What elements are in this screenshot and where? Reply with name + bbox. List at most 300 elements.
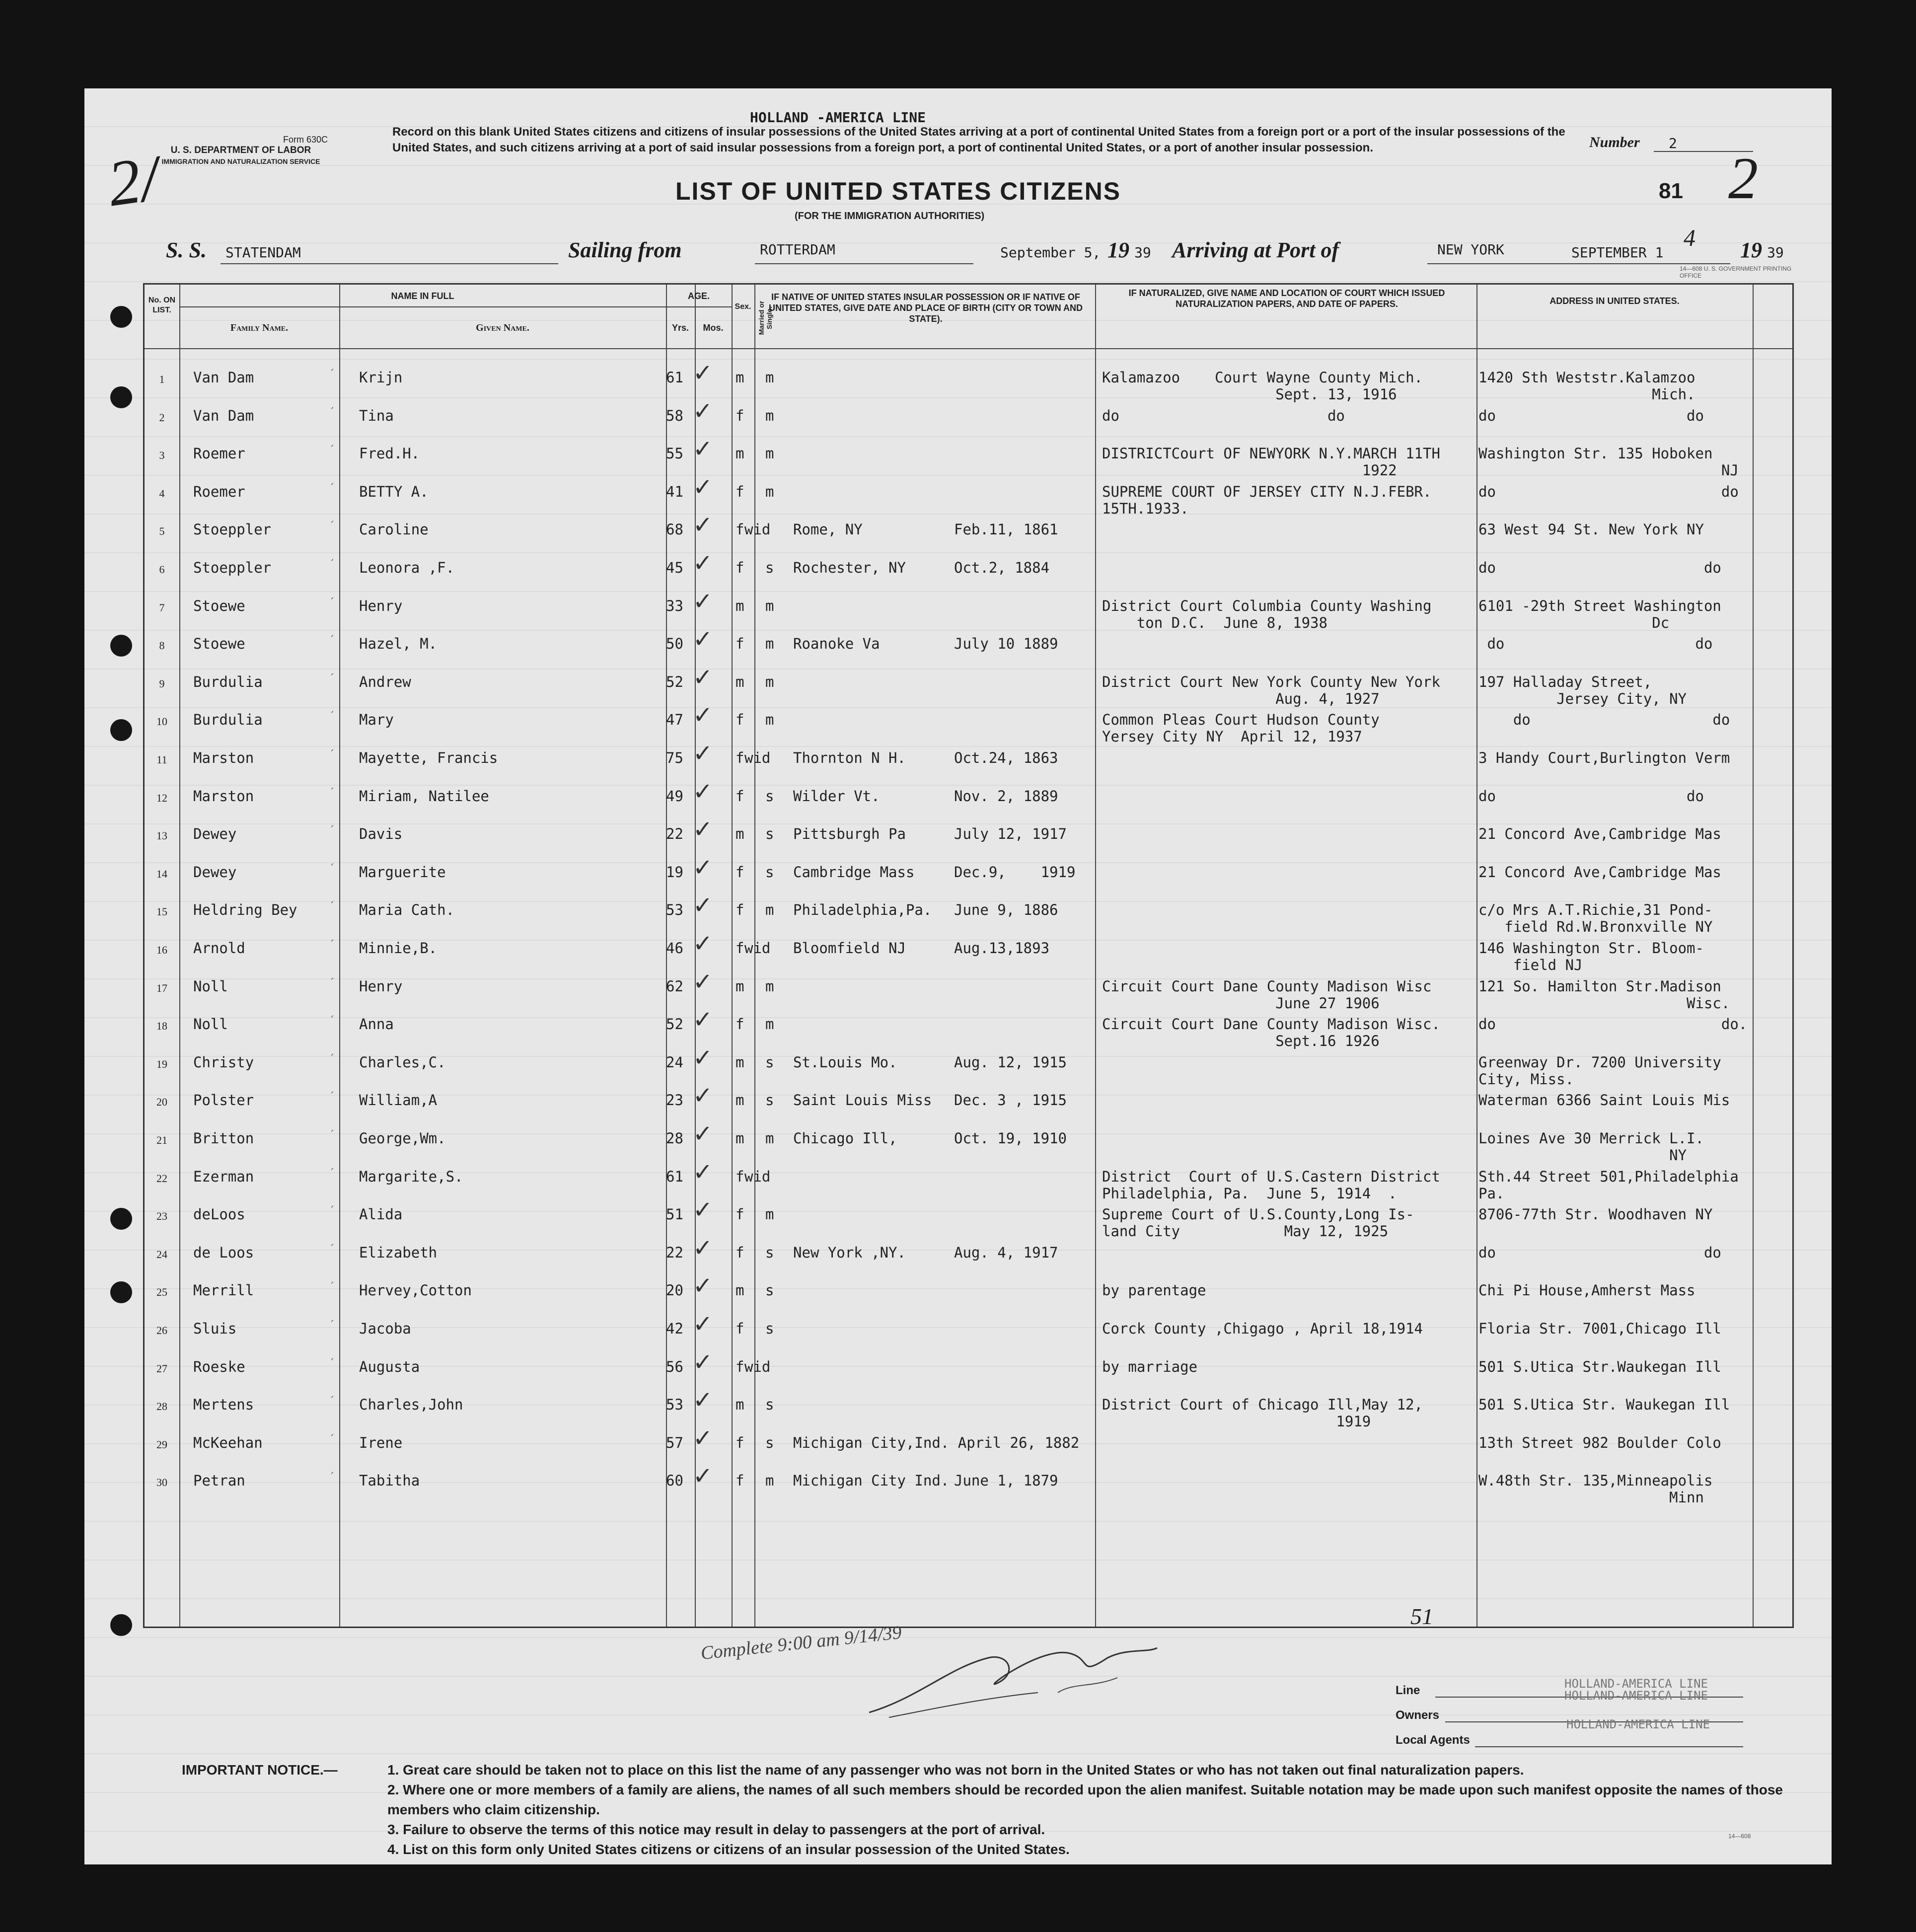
age-years: 58 [666, 407, 683, 424]
given-name: Augusta [359, 1358, 420, 1375]
row-number: 16 [156, 944, 167, 956]
table-row [145, 777, 1795, 815]
table-row [145, 1157, 1795, 1202]
given-name: Minnie,B. [359, 940, 438, 957]
tick-mark-icon: ˊ [329, 976, 334, 988]
notice-heading: IMPORTANT NOTICE.— [182, 1762, 338, 1778]
tick-mark-icon: ˊ [329, 748, 334, 760]
checkmark-icon: ✓ [693, 397, 713, 425]
age-years: 45 [666, 559, 683, 576]
birth-place: Michigan City Ind. [793, 1472, 950, 1489]
depart-year-prefix: 19 [1107, 238, 1129, 262]
birth-place: Thornton N H. [793, 749, 906, 766]
tick-mark-icon: ˊ [329, 1128, 334, 1140]
table-row [145, 548, 1795, 586]
address: 146 Washington Str. Bloom- field NJ [1478, 940, 1704, 973]
table-row [145, 815, 1795, 852]
given-name: Mayette, Francis [359, 749, 498, 766]
table-row [145, 1347, 1795, 1385]
row-number: 25 [156, 1286, 167, 1299]
table-row [145, 1309, 1795, 1347]
arrival-date: SEPTEMBER 1 [1571, 244, 1664, 261]
given-name: Henry [359, 597, 403, 614]
table-row [145, 434, 1795, 479]
table-row [145, 472, 1795, 517]
age-years: 41 [666, 483, 683, 500]
naturalization-court: by parentage [1102, 1282, 1206, 1299]
row-number: 9 [159, 677, 165, 690]
punch-hole [110, 1208, 132, 1230]
table-row [145, 1385, 1795, 1430]
tick-mark-icon: ˊ [329, 1090, 334, 1103]
sex: f [736, 1320, 744, 1337]
tick-mark-icon: ˊ [329, 1471, 334, 1483]
given-name: Miriam, Natilee [359, 787, 489, 805]
address: do do [1478, 559, 1721, 576]
age-years: 57 [666, 1434, 683, 1451]
inspector-signature [859, 1638, 1167, 1727]
marital-status: s [765, 863, 774, 881]
row-number: 19 [156, 1057, 167, 1070]
given-name: Alida [359, 1206, 403, 1223]
marital-status: m [765, 369, 774, 386]
age-years: 75 [666, 749, 683, 766]
punch-hole [110, 719, 132, 741]
tick-mark-icon: ˊ [329, 1052, 334, 1064]
row-number: 11 [156, 753, 167, 766]
marital-status: m [765, 635, 774, 653]
address: Floria Str. 7001,Chicago Ill [1478, 1320, 1721, 1337]
notice-list [387, 1760, 1828, 1859]
address: 197 Halladay Street, Jersey City, NY [1478, 673, 1687, 707]
address: W.48th Str. 135,Minneapolis Minn [1478, 1472, 1713, 1506]
tick-mark-icon: ˊ [329, 595, 334, 608]
birth-place: Rome, NY [793, 521, 863, 538]
address: 3 Handy Court,Burlington Verm [1478, 749, 1730, 766]
header-naturalized: IF NATURALIZED, GIVE NAME AND LOCATION OF COURT WHICH ISSUED NATURALIZATION PAPERS, AND DATE OF PAPERS. [1128, 288, 1445, 309]
birth-place: New York ,NY. [793, 1244, 906, 1261]
sex: m [736, 977, 744, 995]
marital-status: m [765, 597, 774, 614]
line-stamp: HOLLAND-AMERICA LINE [1564, 1677, 1708, 1691]
family-name: Roemer [193, 483, 245, 500]
naturalization-court: Corck County ,Chigago , April 18,1914 [1102, 1320, 1423, 1337]
page-title: LIST OF UNITED STATES CITIZENS [675, 177, 1121, 205]
given-name: Tabitha [359, 1472, 420, 1489]
row-number: 3 [159, 449, 165, 462]
checkmark-icon: ✓ [693, 663, 713, 691]
given-name: Andrew [359, 673, 411, 690]
arrival-year-prefix: 19 [1740, 238, 1762, 262]
address: do do [1478, 483, 1739, 500]
naturalization-court: by marriage [1102, 1358, 1198, 1375]
passenger-table [143, 283, 1794, 1628]
address: do do. [1478, 1016, 1748, 1033]
birth-place: Roanoke Va [793, 635, 880, 653]
birth-place: Cambridge Mass [793, 863, 915, 881]
sex: m [736, 369, 744, 386]
birth-place: St.Louis Mo. [793, 1053, 897, 1071]
row-number: 30 [156, 1476, 167, 1489]
row-number: 5 [159, 525, 165, 538]
age-years: 62 [666, 977, 683, 995]
header-age: AGE. [687, 291, 710, 301]
marital-status: wid [744, 1168, 771, 1185]
address: do do [1478, 1244, 1721, 1261]
row-number: 28 [156, 1400, 167, 1413]
checkmark-icon: ✓ [693, 1234, 713, 1262]
service-label: IMMIGRATION AND NATURALIZATION SERVICE [161, 157, 320, 165]
address: Greenway Dr. 7200 University City, Miss. [1478, 1053, 1721, 1088]
sex: f [736, 1168, 744, 1185]
age-years: 23 [666, 1092, 683, 1109]
marital-status: s [765, 787, 774, 805]
age-years: 47 [666, 711, 683, 729]
sex: m [736, 445, 744, 462]
marital-status: wid [744, 521, 771, 538]
table-row [145, 739, 1795, 776]
age-years: 61 [666, 1168, 683, 1185]
family-name: deLoos [193, 1206, 245, 1223]
checkmark-icon: ✓ [693, 1043, 713, 1072]
marital-status: wid [744, 1358, 771, 1375]
given-name: Davis [359, 825, 403, 843]
given-name: Anna [359, 1016, 394, 1033]
checkmark-icon: ✓ [693, 359, 713, 387]
naturalization-court: District Court of U.S.Castern District Philadelphia, Pa. June 5, 1914 . [1102, 1168, 1440, 1202]
birth-place: Saint Louis Miss [793, 1092, 932, 1109]
family-name: Merrill [193, 1282, 254, 1299]
marital-status: m [765, 711, 774, 729]
row-number: 13 [156, 829, 167, 842]
marital-status: s [765, 1053, 774, 1071]
birth-date: Oct. 19, 1910 [954, 1130, 1067, 1147]
tick-mark-icon: ˊ [329, 481, 334, 494]
number-value: 2 [1669, 135, 1677, 151]
age-years: 53 [666, 1396, 683, 1413]
given-name: William,A [359, 1092, 438, 1109]
marital-status: s [765, 825, 774, 843]
sex: m [736, 1396, 744, 1413]
naturalization-court: SUPREME COURT OF JERSEY CITY N.J.FEBR. 15TH.1933. [1102, 483, 1432, 517]
row-number: 12 [156, 791, 167, 804]
notice-item: 3. Failure to observe the terms of this notice may result in delay to passengers at the port of arrival. [387, 1822, 1045, 1837]
header-married: Married or Single. [757, 300, 773, 335]
depart-year: 39 [1134, 244, 1151, 261]
checkmark-icon: ✓ [693, 1006, 713, 1034]
row-number: 27 [156, 1362, 167, 1375]
arrival-day-correction: 4 [1684, 225, 1695, 251]
sex: f [736, 749, 744, 766]
birth-place: Bloomfield NJ [793, 940, 906, 957]
complete-note: Complete 9:00 am 9/14/39 [699, 1622, 903, 1664]
sex: f [736, 711, 744, 729]
notice-item: 1. Great care should be taken not to place on this list the name of any passenger who was not born in the United States or who has not taken out final naturalization papers. [387, 1762, 1524, 1778]
tick-mark-icon: ˊ [329, 1319, 334, 1331]
family-name: Stoeppler [193, 521, 272, 538]
naturalization-court: District Court New York County New York Aug. 4, 1927 [1102, 673, 1440, 707]
tick-mark-icon: ˊ [329, 900, 334, 912]
row-number: 22 [156, 1172, 167, 1185]
address: Sth.44 Street 501,Philadelphia Pa. [1478, 1168, 1739, 1202]
sex: f [736, 940, 744, 957]
row-number: 21 [156, 1134, 167, 1146]
checkmark-icon: ✓ [693, 1196, 713, 1224]
header-sex: Sex. [735, 302, 751, 311]
owners-stamp: HOLLAND-AMERICA LINE [1564, 1689, 1708, 1703]
naturalization-court: Common Pleas Court Hudson County Yersey City NY April 12, 1937 [1102, 711, 1380, 745]
address: 121 So. Hamilton Str.Madison Wisc. [1478, 977, 1730, 1012]
depart-date: September 5, [1000, 244, 1101, 261]
row-number: 26 [156, 1324, 167, 1337]
family-name: Stoewe [193, 597, 245, 614]
age-years: 19 [666, 863, 683, 881]
birth-place: Wilder Vt. [793, 787, 880, 805]
tick-mark-icon: ˊ [329, 405, 334, 418]
checkmark-icon: ✓ [693, 701, 713, 730]
age-years: 60 [666, 1472, 683, 1489]
marital-status: s [765, 1396, 774, 1413]
checkmark-icon: ✓ [693, 777, 713, 806]
sex: m [736, 825, 744, 843]
arrival-year: 39 [1767, 244, 1784, 261]
given-name: Marguerite [359, 863, 446, 881]
sex: f [736, 1244, 744, 1261]
checkmark-icon: ✓ [693, 1120, 713, 1148]
birth-date: Aug. 12, 1915 [954, 1053, 1067, 1071]
row-number: 4 [159, 487, 165, 500]
address: 501 S.Utica Str. Waukegan Ill [1478, 1396, 1730, 1413]
family-name: Dewey [193, 863, 237, 881]
given-name: Hervey,Cotton [359, 1282, 472, 1299]
age-years: 55 [666, 445, 683, 462]
address: 21 Concord Ave,Cambridge Mas [1478, 863, 1721, 881]
birth-place: Rochester, NY [793, 559, 906, 576]
age-years: 28 [666, 1130, 683, 1147]
punch-hole [110, 1614, 132, 1636]
address: Chi Pi House,Amherst Mass [1478, 1282, 1695, 1299]
given-name: Charles,John [359, 1396, 463, 1413]
family-name: Van Dam [193, 407, 254, 424]
table-row [145, 358, 1795, 403]
total-count: 51 [1410, 1604, 1433, 1629]
checkmark-icon: ✓ [693, 930, 713, 958]
tick-mark-icon: ˊ [329, 1280, 334, 1293]
tick-mark-icon: ˊ [329, 1242, 334, 1255]
checkmark-icon: ✓ [693, 1386, 713, 1414]
notice-item: 4. List on this form only United States citizens or citizens of an insular possession of the United States. [387, 1842, 1070, 1857]
table-row [145, 1119, 1795, 1164]
age-years: 22 [666, 1244, 683, 1261]
row-number: 8 [159, 639, 165, 652]
given-name: Mary [359, 711, 394, 729]
row-number: 18 [156, 1020, 167, 1033]
tick-mark-icon: ˊ [329, 671, 334, 684]
family-name: McKeehan [193, 1434, 263, 1451]
checkmark-icon: ✓ [693, 549, 713, 577]
address: 13th Street 982 Boulder Colo [1478, 1434, 1721, 1451]
family-name: Polster [193, 1092, 254, 1109]
sex: m [736, 1053, 744, 1071]
print-code-bottom: 14—608 [1728, 1833, 1751, 1840]
address: do do [1478, 787, 1704, 805]
table-row [145, 1081, 1795, 1118]
table-row [145, 624, 1795, 662]
sex: f [736, 863, 744, 881]
family-name: Roemer [193, 445, 245, 462]
checkmark-icon: ✓ [693, 1348, 713, 1376]
header-no-on-list: No. ON LIST. [148, 296, 176, 314]
marital-status: m [765, 1472, 774, 1489]
age-years: 49 [666, 787, 683, 805]
marital-status: wid [744, 749, 771, 766]
header-address: ADDRESS IN UNITED STATES. [1549, 296, 1680, 306]
naturalization-court: Circuit Court Dane County Madison Wisc. Sept.16 1926 [1102, 1016, 1440, 1050]
sex: f [736, 1434, 744, 1451]
agents-stamp: HOLLAND-AMERICA LINE [1566, 1717, 1710, 1731]
given-name: Charles,C. [359, 1053, 446, 1071]
sex: f [736, 483, 744, 500]
birth-date: July 10 1889 [954, 635, 1058, 653]
given-name: Elizabeth [359, 1244, 438, 1261]
given-name: BETTY A. [359, 483, 429, 500]
checkmark-icon: ✓ [693, 1424, 713, 1452]
address: 501 S.Utica Str.Waukegan Ill [1478, 1358, 1721, 1375]
table-row [145, 663, 1795, 707]
row-number: 17 [156, 981, 167, 994]
checkmark-icon: ✓ [693, 587, 713, 615]
marital-status: s [765, 1244, 774, 1261]
row-number: 24 [156, 1248, 167, 1261]
age-years: 56 [666, 1358, 683, 1375]
sex: m [736, 1282, 744, 1299]
sex: m [736, 597, 744, 614]
family-name: Stoeppler [193, 559, 272, 576]
table-row [145, 1271, 1795, 1309]
row-number: 2 [159, 411, 165, 424]
table-row [145, 967, 1795, 1012]
table-row [145, 929, 1795, 973]
table-row [145, 587, 1795, 631]
row-number: 6 [159, 563, 165, 576]
marital-status: m [765, 445, 774, 462]
age-years: 24 [666, 1053, 683, 1071]
age-years: 52 [666, 673, 683, 690]
birth-date: Aug. 4, 1917 [954, 1244, 1058, 1261]
given-name: Caroline [359, 521, 429, 538]
naturalization-court: District Court Columbia County Washing ton D.C. June 8, 1938 [1102, 597, 1432, 631]
birth-date: Dec.9, 1919 [954, 863, 1076, 881]
address: Washington Str. 135 Hoboken NJ [1478, 445, 1739, 479]
arriving-label: Arriving at Port of [1172, 238, 1339, 262]
age-years: 53 [666, 901, 683, 919]
sex: f [736, 521, 744, 538]
row-number: 14 [156, 867, 167, 880]
arrival-port: NEW YORK [1437, 241, 1504, 258]
sex: f [736, 559, 744, 576]
checkmark-icon: ✓ [693, 740, 713, 767]
sex: m [736, 673, 744, 690]
marital-status: m [765, 1016, 774, 1033]
tick-mark-icon: ˊ [329, 862, 334, 874]
tick-mark-icon: ˊ [329, 938, 334, 950]
company-name: HOLLAND -AMERICA LINE [750, 109, 926, 126]
family-name: Britton [193, 1130, 254, 1147]
sex: f [736, 635, 744, 653]
marital-status: m [765, 901, 774, 919]
form-id-block [134, 134, 348, 167]
address: 8706-77th Str. Woodhaven NY [1478, 1206, 1713, 1223]
stamp-number: 81 [1659, 179, 1683, 203]
table-row [145, 396, 1795, 434]
table-row [145, 1005, 1795, 1050]
print-code-top: 14—608 U. S. GOVERNMENT PRINTING OFFICE [1680, 265, 1792, 279]
owners-label: Owners [1396, 1709, 1440, 1722]
tick-mark-icon: ˊ [329, 1432, 334, 1445]
tick-mark-icon: ˊ [329, 710, 334, 722]
family-name: Christy [193, 1053, 254, 1071]
checkmark-icon: ✓ [693, 853, 713, 882]
checkmark-icon: ✓ [693, 473, 713, 501]
age-years: 50 [666, 635, 683, 653]
form-number: Form 630C [283, 135, 328, 145]
address: do do [1478, 407, 1704, 424]
marital-status: m [765, 407, 774, 424]
sex: m [736, 1092, 744, 1109]
header-family-name: Family Name. [230, 322, 289, 333]
marital-status: s [765, 1282, 774, 1299]
age-years: 68 [666, 521, 683, 538]
naturalization-court: DISTRICTCourt OF NEWYORK N.Y.MARCH 11TH 1922 [1102, 445, 1440, 479]
from-port: ROTTERDAM [760, 241, 835, 258]
marital-status: s [765, 559, 774, 576]
punch-hole [110, 635, 132, 657]
family-name: Arnold [193, 940, 245, 957]
address: do do [1478, 635, 1713, 653]
given-name: Hazel, M. [359, 635, 438, 653]
birth-date: Feb.11, 1861 [954, 521, 1058, 538]
address: c/o Mrs A.T.Richie,31 Pond- field Rd.W.Bronxville NY [1478, 901, 1713, 936]
marital-status: m [765, 977, 774, 995]
ship-name: STATENDAM [225, 244, 301, 261]
table-row [145, 891, 1795, 936]
age-years: 51 [666, 1206, 683, 1223]
given-name: Fred.H. [359, 445, 420, 462]
age-years: 42 [666, 1320, 683, 1337]
table-row [145, 1043, 1795, 1088]
tick-mark-icon: ˊ [329, 444, 334, 456]
checkmark-icon: ✓ [693, 511, 713, 539]
row-number: 7 [159, 601, 165, 614]
family-name: Van Dam [193, 369, 254, 386]
marital-status: s [765, 1434, 774, 1451]
birth-date: June 1, 1879 [954, 1472, 1058, 1489]
family-name: Stoewe [193, 635, 245, 653]
sailing-label: Sailing from [568, 238, 682, 262]
manifest-sheet [84, 88, 1832, 1864]
birth-place: Chicago Ill, [793, 1130, 897, 1147]
naturalization-court: Supreme Court of U.S.County,Long Is- land City May 12, 1925 [1102, 1206, 1414, 1240]
marital-status: wid [744, 940, 771, 957]
family-name: Sluis [193, 1320, 237, 1337]
given-name: Henry [359, 977, 403, 995]
header-birthplace: IF NATIVE OF UNITED STATES INSULAR POSSESSION OR IF NATIVE OF UNITED STATES, GIVE DATE AND PLACE OF BIRTH (CITY OR TOWN AND STATE). [768, 292, 1083, 324]
punch-hole [110, 386, 132, 408]
family-name: Ezerman [193, 1168, 254, 1185]
address: 1420 Sth Weststr.Kalamzoo Mich. [1478, 369, 1695, 403]
given-name: Jacoba [359, 1320, 411, 1337]
checkmark-icon: ✓ [693, 816, 713, 844]
